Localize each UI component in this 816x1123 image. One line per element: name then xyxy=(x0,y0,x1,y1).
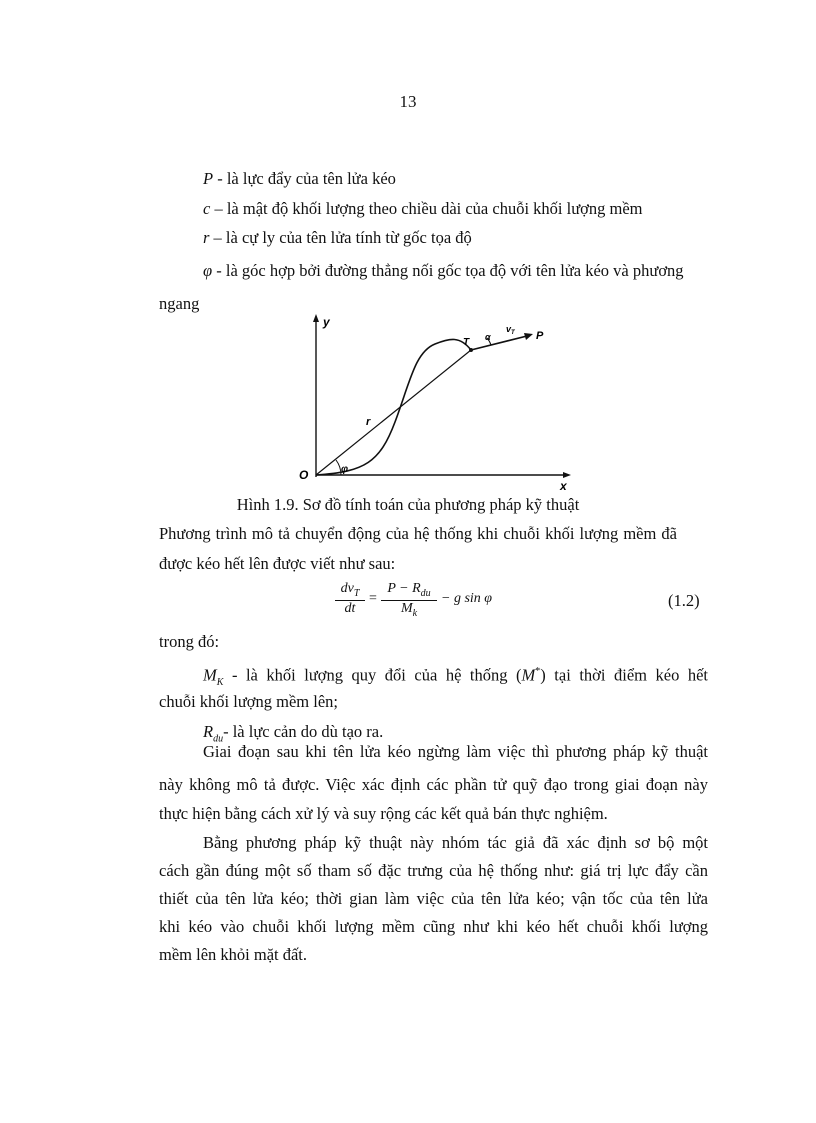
eq-equals: = xyxy=(369,591,377,606)
symbol-mk-sub: K xyxy=(216,676,224,688)
eq-lhs-fraction xyxy=(335,581,365,617)
trong-do: trong đó: xyxy=(159,632,220,651)
y-axis-arrow xyxy=(313,314,319,322)
paragraph1-line2: được kéo hết lên được viết như sau: xyxy=(159,554,396,573)
symbol-mk: M xyxy=(203,665,217,685)
paragraph2-line2: này không mô tả được. Việc xác định các phần tử quỹ đạo trong giai đoạn này xyxy=(159,775,708,794)
label-velocity: $v_T$ xyxy=(506,324,515,336)
symbol-p: P xyxy=(203,169,214,188)
trajectory-curve xyxy=(316,339,471,475)
eq-rhs-den-sub: k xyxy=(412,607,418,619)
symbol-mstar-sup: * xyxy=(535,666,541,677)
mk-definition-line1 xyxy=(203,661,708,694)
equation-number: (1.2) xyxy=(668,591,700,610)
paragraph3-line5: mềm lên khỏi mặt đất. xyxy=(159,945,308,964)
paragraph1-line1: Phương trình mô tả chuyển động của hệ thống khi chuỗi khối lượng mềm đã xyxy=(159,524,677,543)
symbol-mstar: M xyxy=(521,665,536,685)
symbol-c: c xyxy=(203,199,211,218)
paragraph3-line2: cách gần đúng một số tham số đặc trưng của hệ thống như: giá trị lực đẩy cần xyxy=(159,861,708,880)
label-alpha: α xyxy=(485,332,491,342)
definition-phi xyxy=(203,260,684,282)
force-line xyxy=(471,336,527,350)
equation-1-2 xyxy=(335,581,535,629)
figure-diagram xyxy=(295,312,585,494)
mk-definition-line2: chuỗi khối lượng mềm lên; xyxy=(159,692,338,711)
radius-line xyxy=(316,350,471,475)
x-axis-arrow xyxy=(563,472,571,478)
definition-r xyxy=(203,227,472,249)
paragraph3-line1: Bằng phương pháp kỹ thuật này nhóm tác giả đã xác định sơ bộ một xyxy=(203,833,708,852)
definition-p-text: - là lực đẩy của tên lửa kéo xyxy=(213,169,396,188)
definition-r-text: – là cự ly của tên lửa tính từ gốc tọa độ xyxy=(209,228,472,247)
rdu-text: - là lực cản do dù tạo ra. xyxy=(223,722,384,741)
eq-tail: − g sin φ xyxy=(441,591,493,606)
eq-rhs-num-sub: du xyxy=(420,587,431,599)
paragraph3-line4: khi kéo vào chuỗi khối lượng mềm cũng như khi kéo hết chuỗi khối lượng xyxy=(159,917,708,936)
label-phi: φ xyxy=(341,464,349,475)
point-t xyxy=(469,348,473,352)
label-origin: O xyxy=(299,468,309,482)
mk-text-b: ) tại thời điểm kéo hết xyxy=(540,665,708,685)
paragraph2-line1: Giai đoạn sau khi tên lửa kéo ngừng làm việc thì phương pháp kỹ thuật xyxy=(203,742,708,761)
label-force-p: P xyxy=(536,330,544,342)
label-x-axis: x xyxy=(560,479,567,493)
symbol-phi: φ xyxy=(203,261,213,280)
symbol-rdu-sub: du xyxy=(213,733,224,745)
symbol-r: r xyxy=(203,228,210,247)
definition-p xyxy=(203,168,396,190)
definition-phi-continuation: ngang xyxy=(159,294,200,313)
paragraph3-line3: thiết của tên lửa kéo; thời gian làm việc của tên lửa kéo; vận tốc của tên lửa xyxy=(159,889,708,908)
page-number: 13 xyxy=(399,92,417,111)
paragraph2-line3: thực hiện bằng cách xử lý và suy rộng các kết quả bán thực nghiệm. xyxy=(159,804,608,823)
eq-lhs-den: dt xyxy=(344,600,356,616)
definition-phi-text: - là góc hợp bởi đường thẳng nối gốc tọa độ với tên lửa kéo và phương xyxy=(212,261,684,280)
label-y-axis: y xyxy=(323,315,330,329)
eq-rhs-fraction xyxy=(381,581,437,619)
figure-caption: Hình 1.9. Sơ đồ tính toán của phương pháp kỹ thuật xyxy=(236,495,580,514)
eq-rhs-num: P − R xyxy=(387,581,421,596)
force-arrow xyxy=(524,333,533,340)
mk-text-a: - là khối lượng quy đổi của hệ thống ( xyxy=(223,665,522,685)
eq-lhs-num: dv xyxy=(340,581,354,596)
label-radius: r xyxy=(366,416,371,428)
label-point-t: T xyxy=(463,337,470,348)
symbol-rdu: R xyxy=(203,722,214,741)
eq-lhs-num-sub: T xyxy=(353,587,360,599)
eq-rhs-den: M xyxy=(400,600,413,616)
definition-c xyxy=(203,198,643,220)
definition-c-text: – là mật độ khối lượng theo chiều dài của chuỗi khối lượng mềm xyxy=(210,199,643,218)
